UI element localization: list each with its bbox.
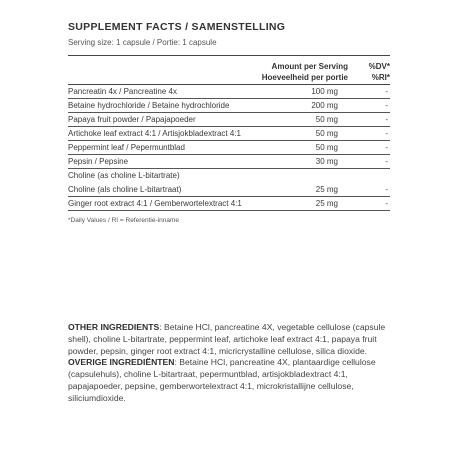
ingredient-name: Betaine hydrochloride / Betaine hydrochloride <box>68 101 230 110</box>
ingredient-dv: - <box>385 115 388 124</box>
footnote: *Daily Values / RI = Referentie-inname <box>68 217 179 224</box>
ingredient-name: Ginger root extract 4:1 / Gemberwortelextract 4:1 <box>68 199 242 208</box>
ingredient-name: Peppermint leaf / Pepermuntblad <box>68 143 185 152</box>
dv-header <box>369 61 390 83</box>
table-row <box>68 141 390 155</box>
table-row <box>68 169 390 197</box>
ingredient-dv: - <box>385 143 388 152</box>
ingredient-dv: - <box>385 199 388 208</box>
overige-ingredienten-label: OVERIGE INGREDIËNTEN <box>68 357 175 368</box>
ingredient-dv: - <box>385 157 388 166</box>
ingredient-name: Choline (as choline L-bitartrate) <box>68 171 180 180</box>
ingredient-amount: 200 mg <box>311 101 338 110</box>
ingredient-dv: - <box>385 185 388 194</box>
ingredient-amount: 30 mg <box>315 157 338 166</box>
amount-header-nl: Hoeveelheid per portie <box>261 73 348 82</box>
ingredient-amount: 50 mg <box>315 129 338 138</box>
overige-ingredienten-text: : Betaine HCl, pancreatine 4X, plantaardige cellulose (capsulehuls), choline L-bitartraat, pepermuntblad, artisjokbladextract 4:1, papajapoeder, pepsine, gemberwortelextract 4:1, microkristallijne cellulose, siliciumdioxide. <box>68 357 376 403</box>
table-row <box>68 99 390 113</box>
table-row <box>68 85 390 99</box>
ingredient-name: Papaya fruit powder / Papajapoeder <box>68 115 196 124</box>
other-ingredients-text: : Betaine HCl, pancreatine 4X, vegetable cellulose (capsule shell), choline L-bitartrate, peppermint leaf, artichoke leaf extract 4:1, papaya fruit powder, pepsin, ginger root extract 4:1, micricrystalline cellulose, silica dioxide. <box>68 322 386 356</box>
ingredient-name-nl: Choline (als choline L-bitartraat) <box>68 185 182 194</box>
ingredient-dv: - <box>385 129 388 138</box>
ingredient-dv: - <box>385 87 388 96</box>
ingredient-name: Artichoke leaf extract 4:1 / Artisjokbladextract 4:1 <box>68 129 241 138</box>
dv-header-en: %DV* <box>368 62 390 71</box>
other-ingredients-label: OTHER INGREDIENTS <box>68 322 160 332</box>
ingredient-name: Pancreatin 4x / Pancreatine 4x <box>68 87 177 96</box>
ingredient-amount: 25 mg <box>315 185 338 194</box>
panel-title: SUPPLEMENT FACTS / SAMENSTELLING <box>68 21 286 33</box>
table-header <box>68 56 390 85</box>
ingredient-amount: 100 mg <box>311 87 338 96</box>
ingredient-amount: 50 mg <box>315 143 338 152</box>
ingredient-name: Pepsin / Pepsine <box>68 157 129 166</box>
amount-header-en: Amount per Serving <box>271 62 348 71</box>
dv-header-nl: %RI* <box>371 73 390 82</box>
table-row <box>68 197 390 211</box>
ingredient-amount: 25 mg <box>315 199 338 208</box>
amount-header <box>262 61 348 83</box>
table-row <box>68 127 390 141</box>
ingredient-dv: - <box>385 101 388 110</box>
table-row <box>68 113 390 127</box>
other-ingredients <box>68 322 392 405</box>
table-row <box>68 155 390 169</box>
ingredient-amount: 50 mg <box>315 115 338 124</box>
supplement-facts-panel <box>68 20 390 224</box>
serving-size: Serving size: 1 capsule / Portie: 1 capsule <box>68 38 217 47</box>
